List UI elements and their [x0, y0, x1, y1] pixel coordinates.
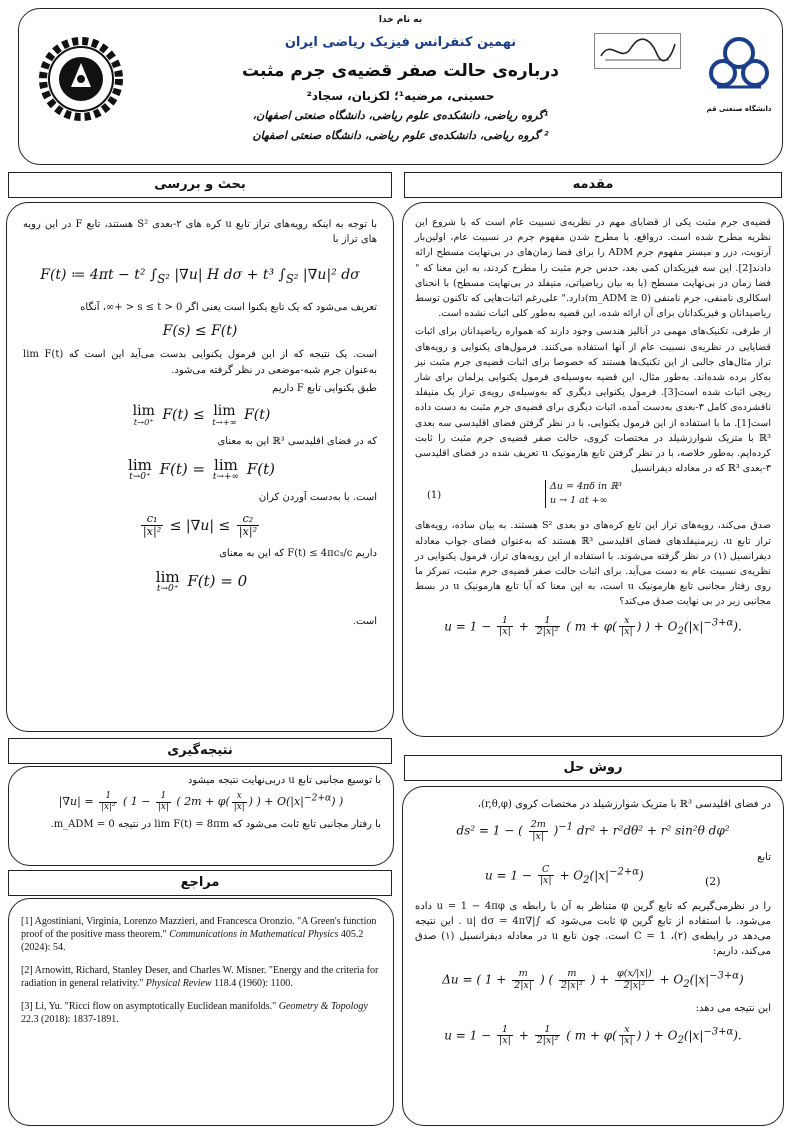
asymptotic-expansion-equation: u = 1 − $\frac{1}{|x|}$ + $\frac{1}{\text{2|x|²}}$ ( m + φ( $\frac{x}{|x|}$ ) ) + $O_2(|x|^{-3+\alpha})$. [444, 614, 742, 638]
equation-1 [415, 480, 771, 514]
conclusion-text-2: با رفتار مجانبی تابع ثابت می‌شود که lim F(t) = 8πm در نتیجه 0 = m_ADM. [50, 818, 381, 830]
limit-equality-equation: lim t→0⁺ F(t) = lim t→+∞ F(t) [128, 455, 275, 482]
equation-2-body: u = 1 − $\frac{C}{|x|}$ + $O_2(|x|^{-2+\alpha})$ [485, 863, 644, 887]
discussion-box [6, 202, 394, 732]
discussion-text-4: طبق یکنوایی تابع F داریم [272, 382, 377, 394]
qom-logo-icon [705, 31, 773, 101]
equation-2 [415, 863, 771, 899]
gradient-expansion-equation: |∇u| = $\frac{1}{\text{|x|²}}$ ( 1 − $\frac{1}{|x|}$ ( 2m + φ( $\frac{x}{|x|}$ ) ) + $O(|x|^{-2+\alpha})$ ) [58, 791, 344, 812]
qom-university-logo [705, 31, 773, 123]
method-header: روش حل [404, 755, 782, 781]
method-text-1: در فضای اقلیدسی ℝ³ با متریک شوارزشیلد در مختصات کروی (r,θ,φ)، [477, 799, 771, 810]
discussion-text-3: است. یک نتیجه که از این فرمول یکنوایی بدست می‌آید این است که lim F(t) به‌عنوان جرم شبه-موضعی در نظر گرفته می‌شود. [23, 349, 377, 376]
discussion-text-6: است. با به‌دست آوردن کران [258, 491, 377, 503]
equation-1-line-2: u → 1 at +∞ [550, 495, 608, 507]
intro-paragraph-2: از طرفی، تکنیک‌های مهمی در آنالیز هندسی وجود دارند که همواره ریاضیدانان برای اثبات قضایایی در نظریه‌ی نسبیت عام از آنها استفاده می‌کنند. فرمول‌های یکنوایی و رویه‌های تراز مثال‌های جالبی از این تکنیک‌ها هستند که خصوصا برای اثبات قضیه‌ی جرم مثبت نیز به‌کار برده شده‌اند. به‌طور مثال، این قضیه به‌وسیله‌ی فرمول یکنوایی پرلمان برای شار ریچی اثبات شده است[3]. فرمول یکنوایی دیگری که به‌وسیله‌ی رویه‌ی تراز یک منیفلد نافشرده‌ی کامل ۳-بعدی به‌دست آمده، اثبات دیگری برای قضیه‌ی جرم مثبت به دست داده است[1]. ما با استفاده از این فرمول یکنوایی، با در نظر گرفتن فضای اقلیدسی سه بعدی ℝ³ با متریک شوارزشیلد در مختصات کروی، حالت صفر قضیه‌ی جرم مثبت را ثابت کرده‌ایم. به‌طور خلاصه، با در نظر گرفتن تابع هارمونیک u تعریف شده در فضای اقلیدسی ۳-بعدی ℝ³ که در معادله دیفرانسیل [415, 326, 771, 475]
bismillah: به نام خدا [378, 15, 423, 25]
method-text-4: این نتیجه می دهد: [695, 1003, 771, 1015]
affiliation-1: ¹گروه ریاضی، دانشکده‌ی علوم ریاضی، دانشگاه صنعتی اصفهان، [252, 109, 549, 122]
discussion-text-2: تعریف می‌شود که یک تابع یکنوا است یعنی اگر 0 < s ≤ t < +∞، آنگاه [80, 302, 377, 314]
equation-1-line-1: Δu = 4πδ in ℝ³ [550, 481, 622, 493]
method-text-2: تابع [757, 852, 771, 864]
authors: حسینی، مرضیه¹؛ لکزیان، سجاد² [306, 89, 495, 103]
discussion-text-1: با توجه به اینکه رویه‌های تراز تابع u کره های ۲-بعدی S² هستند، تابع F در این رویه های تراز با [23, 219, 378, 246]
final-expansion-equation: u = 1 − $\frac{1}{|x|}$ + $\frac{1}{\text{2|x|²}}$ ( m + φ( $\frac{x}{|x|}$ ) ) + $O_2(|x|^{-3+\alpha})$. [444, 1023, 742, 1047]
discussion-text-5: که در فضای اقلیدسی ℝ³ این به معنای [217, 436, 377, 448]
reference-2: [2] Arnowitt, Richard, Stanley Deser, and Charles W. Misner. "Energy and the criteria for radiation in general relativity." Physical Review 118.4 (1960): 1100. [21, 965, 379, 989]
F-definition-equation: F(t) ≔ 4πt − t² $\int_{S^2}$ |∇u| H dσ + t³ $\int_{S^2}$ |∇u|² dσ [40, 267, 360, 287]
method-text-3: را در نظرمی‌گیریم که تابع گرین φ متناظر به آن با رابطه ی u = 1 − 4πφ داده می‌شود. با استفاده از تابع گرین φ ثابت می‌شود که ∫|∇u| dσ = 4π . این نتیجه می‌دهد در رابطه‌ی (۲)، C = 1 است. چون تابع u در معادله دیفرانسیل (۱) صدق می‌کند، داریم: [415, 900, 772, 958]
discussion-header: بحث و بررسی [8, 172, 392, 198]
schwarzschild-metric-equation: ds² = 1 − ( $\frac{2m}{|x|}$ )$^{-1}$ dr² + r²dθ² + r² sin²θ dφ² [456, 819, 730, 842]
laplacian-equation: Δu = ( 1 + $\frac{m}{2|x|}$ ) ( $\frac{m}{\text{2|x|²}}$ ) + $\frac{\varphi(x/|x|)}{\text{2|x|²}}$ + $O_2(|x|^{-3+\alpha})$ [442, 968, 744, 991]
method-box [402, 786, 784, 1126]
references-header: مراجع [8, 870, 392, 896]
signature-icon [595, 34, 680, 68]
discussion-text-7: داریم F(t) ≤ 4πc₃/c که این به معنای [219, 548, 377, 560]
intro-paragraph-1: قضیه‌ی جرم مثبت یکی از قضایای مهم در نظریه‌ی نسبیت عام است که با شروع این نظریه مطرح شده است. درواقع، با مطرح شدن مفهوم جرم در نسبیت عام، اولین‌بار آرنویت، دزر و میسنر مفهوم جرم ADM را برای فضا زمان‌های در بی‌نهایت مسطح ارائه دادند[2]. این سه فیزیکدان کمی بعد، حدس جرم مثبت را مطرح کردند، به این معنا که " فضا زمان در بی‌نهایت مسطح (یا به بیان ریاضیاتی، منیفلد در بی‌نهایت مسطح) با انحنای اسکالری نامنفی، جرم نامنفی (m_ADM ≥ 0)دارد." علی‌رغم اثبات‌هایی که تاکنون توسط ریاضیدانان و فیزیکدانان برای آن ارائه شده، این قضیه به‌طور کلی اثبات نشده است. [414, 217, 771, 320]
limit-inequality-equation: lim t→0⁺ F(t) ≤ lim t→+∞ F(t) [132, 403, 271, 428]
intro-header: مقدمه [404, 172, 782, 198]
monotonicity-equation: F(s) ≤ F(t) [162, 323, 238, 340]
qom-logo-text: دانشگاه صنعتی قم [706, 105, 772, 113]
references-box [8, 898, 394, 1126]
conference-name: نهمین کنفرانس فیزیک ریاضی ایران [284, 35, 517, 50]
reference-3: [3] Li, Yu. "Ricci flow on asymptotically Euclidean manifolds." Geometry & Topology 22.3 (2018): 1837-1891. [21, 1001, 368, 1025]
limit-zero-equation: lim t→0⁺ F(t) = 0 [155, 567, 248, 594]
discussion-text-8: است. [352, 615, 377, 627]
equation-1-number: (1) [427, 490, 442, 502]
physics-society-logo [594, 33, 681, 69]
intro-box [402, 202, 784, 737]
conclusion-box [8, 766, 394, 866]
conclusion-header: نتیجه‌گیری [8, 738, 392, 764]
gradient-bound-equation: $\frac{\text{c₁}}{\text{|x|²}}$ ≤ |∇u| ≤ $\frac{\text{c₂}}{\text{|x|²}}$ [142, 511, 258, 539]
reference-1: [1] Agostiniani, Virginia, Lorenzo Mazzieri, and Francesca Oronzio. "A Green's function proof of the positive mass theorem." Communications in Mathematical Physics 405.2 (2024): 54. [21, 916, 377, 953]
affiliation-2: ² گروه ریاضی، دانشکده‌ی علوم ریاضی، دانشگاه صنعتی اصفهان [252, 129, 549, 142]
intro-paragraph-3: صدق می‌کند، رویه‌های تراز این تابع کره‌های دو بعدی S² هستند. به بیان ساده، رویه‌های تراز تابع u، زیرمنیفلدهای فضای اقلیدسی ℝ³ هستند که به‌عنوان فضای جواب معادله دیفرانسیل (۱) در نظر گرفته می‌شوند. با استفاده از این رویه‌های تراز، فرمول یکنوایی در نظریه‌ی نسبیت عام به دست می‌آید. برای اثبات حالت صفر قضیه‌ی جرم مثبت، تمرکز ما روی رفتار مجانبی تابع هارمونیک u است، به این معنا که آیا تابع هارمونیک u در بسط مجانبی زیر در بی نهایت صدق می‌کند؟ [415, 520, 771, 608]
conclusion-text-1: با توسیع مجانبی تابع u دربی‌نهایت نتیجه میشود [187, 775, 381, 786]
equation-2-number: (2) [705, 874, 721, 888]
header-box [18, 8, 783, 165]
paper-title: درباره‌ی حالت صفر قضیه‌ی جرم مثبت [242, 61, 559, 81]
